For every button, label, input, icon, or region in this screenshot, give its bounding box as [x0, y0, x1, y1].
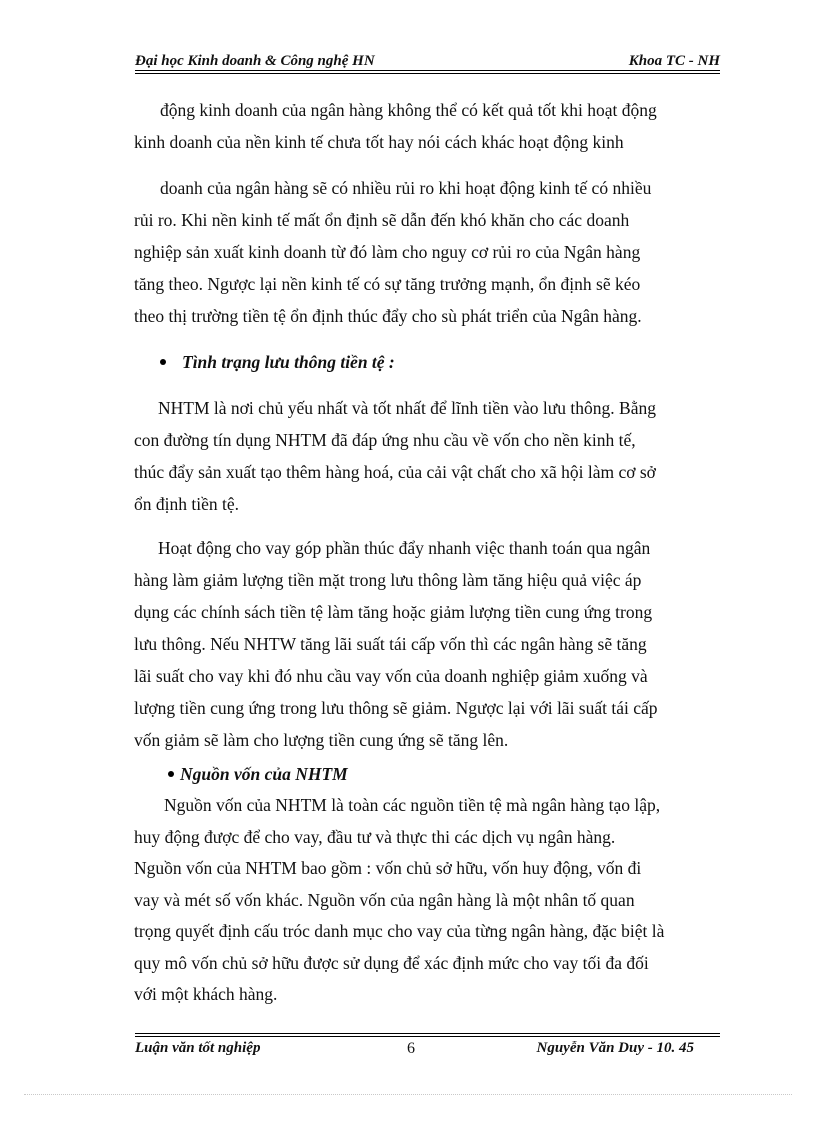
text-line: rủi ro. Khi nền kinh tế mất ổn định sẽ dẫn đến khó khăn cho các doanh [134, 210, 630, 230]
text-line: ổn định tiền tệ. [134, 494, 239, 514]
footer-rule [135, 1033, 720, 1034]
text-line: huy động được để cho vay, đầu tư và thực thi các dịch vụ ngân hàng. [134, 826, 616, 847]
text-line: theo thị trường tiền tệ ổn định thúc đẩy cho sù phát triển của Ngân hàng. [134, 306, 642, 326]
text-line: Nguồn vốn của NHTM bao gồm : vốn chủ sở hữu, vốn huy động, vốn đi [134, 858, 642, 878]
text-line: vốn giảm sẽ làm cho lượng tiền cung ứng sẽ tăng lên. [134, 730, 509, 750]
text-line: doanh của ngân hàng sẽ có nhiều rủi ro khi hoạt động kinh tế có nhiều [160, 178, 652, 198]
text-line: quy mô vốn chủ sở hữu được sử dụng để xác định mức cho vay tối đa đối [134, 952, 649, 973]
heading-text: Tình trạng lưu thông tiền tệ : [182, 352, 395, 372]
page-body [134, 94, 720, 1011]
text-line: hàng làm giảm lượng tiền mặt trong lưu thông làm tăng hiệu quả việc áp [134, 570, 642, 590]
section-heading-money-circulation [134, 346, 720, 378]
header-department: Khoa TC - NH [628, 53, 720, 69]
page-number: 6 [407, 1040, 415, 1057]
footer-author: Nguyễn Văn Duy - 10. 45 [536, 1040, 694, 1056]
text-line: lưu thông. Nếu NHTW tăng lãi suất tái cấp vốn thì các ngân hàng sẽ tăng [134, 634, 647, 654]
text-line: vay và mét số vốn khác. Nguồn vốn của ngân hàng là một nhân tố quan [134, 889, 635, 910]
header-rule [135, 73, 720, 74]
text-line: NHTM là nơi chủ yếu nhất và tốt nhất để lĩnh tiền vào lưu thông. Bằng [158, 398, 656, 418]
paragraph-5 [134, 790, 720, 1011]
page-boundary [24, 1094, 792, 1095]
bullet-icon [160, 359, 166, 365]
text-line: với một khách hàng. [134, 984, 278, 1004]
text-line: kinh doanh của nền kinh tế chưa tốt hay nói cách khác hoạt động kinh [134, 132, 624, 152]
text-line: dụng các chính sách tiền tệ làm tăng hoặc giảm lượng tiền cung ứng trong [134, 602, 653, 622]
text-line: lãi suất cho vay khi đó nhu cầu vay vốn của doanh nghiệp giảm xuống và [134, 666, 648, 686]
footer-rule [135, 1036, 720, 1037]
paragraph-3 [134, 392, 720, 520]
text-line: trọng quyết định cấu tróc danh mục cho vay của từng ngân hàng, đặc biệt là [134, 921, 665, 941]
bullet-icon [168, 771, 174, 777]
header-rule [135, 70, 720, 71]
text-line: Hoạt động cho vay góp phần thúc đẩy nhanh việc thanh toán qua ngân [158, 538, 651, 558]
paragraph-4 [134, 532, 720, 756]
paragraph-1 [134, 94, 720, 158]
header-institution: Đại học Kinh doanh & Công nghệ HN [135, 53, 375, 69]
text-line: nghiệp sản xuất kinh doanh từ đó làm cho nguy cơ rủi ro của Ngân hàng [134, 242, 641, 262]
heading-text: Nguồn vốn của NHTM [180, 764, 348, 784]
footer-thesis-label: Luận văn tốt nghiệp [135, 1040, 261, 1056]
text-line: lượng tiền cung ứng trong lưu thông sẽ giảm. Ngược lại với lãi suất tái cấp [134, 698, 658, 718]
page-header [135, 48, 720, 70]
text-line: tăng theo. Ngược lại nền kinh tế có sự tăng trưởng mạnh, ổn định sẽ kéo [134, 274, 641, 294]
paragraph-2 [134, 172, 720, 332]
text-line: Nguồn vốn của NHTM là toàn các nguồn tiền tệ mà ngân hàng tạo lập, [164, 795, 661, 815]
page-footer [135, 1040, 720, 1062]
text-line: con đường tín dụng NHTM đã đáp ứng nhu cầu về vốn cho nền kinh tế, [134, 430, 636, 450]
text-line: động kinh doanh của ngân hàng không thể có kết quả tốt khi hoạt động [160, 100, 657, 120]
text-line: thúc đẩy sản xuất tạo thêm hàng hoá, của cải vật chất cho xã hội làm cơ sở [134, 462, 656, 482]
section-heading-capital-sources [134, 758, 720, 790]
